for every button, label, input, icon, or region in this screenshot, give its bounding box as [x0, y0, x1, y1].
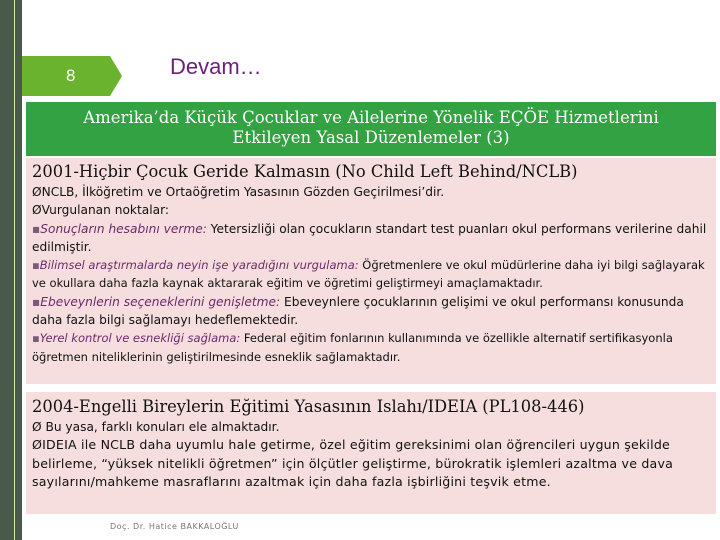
page-title: Devam… — [170, 54, 262, 79]
bullet-marker: ▪ — [32, 221, 41, 236]
nclb-point-2 — [32, 256, 710, 293]
point-text: Ebeveynlere çocuklarının gelişimi ve okul performansı konusunda daha fazla bilgi sağlamayı hedeflemektedir. — [32, 294, 684, 328]
bullet-marker: ▪ — [32, 294, 41, 309]
footer-author: Doç. Dr. Hatice BAKKALOĞLU — [110, 522, 239, 531]
point-emphasis: Bilimsel araştırmalarda neyin işe yaradığını vurgulama: — [39, 258, 359, 273]
banner-line-2: Etkileyen Yasal Düzenlemeler (3) — [232, 128, 510, 147]
slide-number: 8 — [66, 66, 76, 85]
nclb-point-4 — [32, 329, 710, 366]
point-emphasis: Yerel kontrol ve esnekliği sağlama: — [39, 331, 241, 346]
bullet-marker: ▪ — [32, 258, 40, 273]
point-text: Öğretmenlere ve okul müdürlerine daha iyi bilgi sağlayarak ve okullara daha fazla kaynak aktararak eğitim ve öğretimi geliştirmeyi amaçlamaktadır. — [32, 258, 705, 291]
left-decor-bar — [0, 0, 22, 540]
point-emphasis: Ebeveynlerin seçeneklerini genişletme: — [40, 294, 281, 309]
ideia-section — [26, 392, 716, 514]
nclb-arrow-2: ØVurgulanan noktalar: — [32, 203, 169, 218]
point-text: Federal eğitim fonlarının kullanımında ve özellikle alternatif sertifikasyonla öğretmen niteliklerinin geliştirilmesinde esneklik sağlamaktadır. — [32, 331, 673, 364]
nclb-arrow-1: ØNCLB, İlköğretim ve Ortaöğretim Yasasının Gözden Geçirilmesi’dir. — [32, 185, 445, 199]
left-decor-line — [14, 0, 15, 540]
point-text: Yetersizliği olan çocukların standart test puanları okul performans verilerine dahil edilmiştir. — [32, 221, 707, 254]
nclb-section — [26, 158, 716, 384]
ideia-arrow-2: ØIDEIA ile NCLB daha uyumlu hale getirme, özel eğitim gereksinimi olan öğrencileri uygun şekilde belirleme, “yüksek nitelikli öğretmen” için ölçütler geliştirme, bürokratik işlemleri azaltma ve dava sayılarını/mahkeme masraflarını azaltmak için daha fazla işbirliğini teşvik etme. — [32, 437, 674, 490]
ideia-heading: 2004-Engelli Bireylerin Eğitimi Yasasının Islahı/IDEIA (PL108-446) — [32, 397, 585, 416]
bullet-marker: ▪ — [32, 331, 40, 346]
title-banner — [26, 102, 716, 156]
banner-line-1: Amerika’da Küçük Çocuklar ve Ailelerine Yönelik EÇÖE Hizmetlerini — [83, 108, 659, 127]
nclb-point-3 — [32, 293, 710, 330]
nclb-heading: 2001-Hiçbir Çocuk Geride Kalmasın (No Child Left Behind/NCLB) — [32, 162, 578, 181]
ideia-arrow-1: Ø Bu yasa, farklı konuları ele almaktadır. — [32, 420, 280, 434]
point-emphasis: Sonuçların hesabını verme: — [40, 221, 207, 236]
nclb-point-1 — [32, 220, 710, 257]
